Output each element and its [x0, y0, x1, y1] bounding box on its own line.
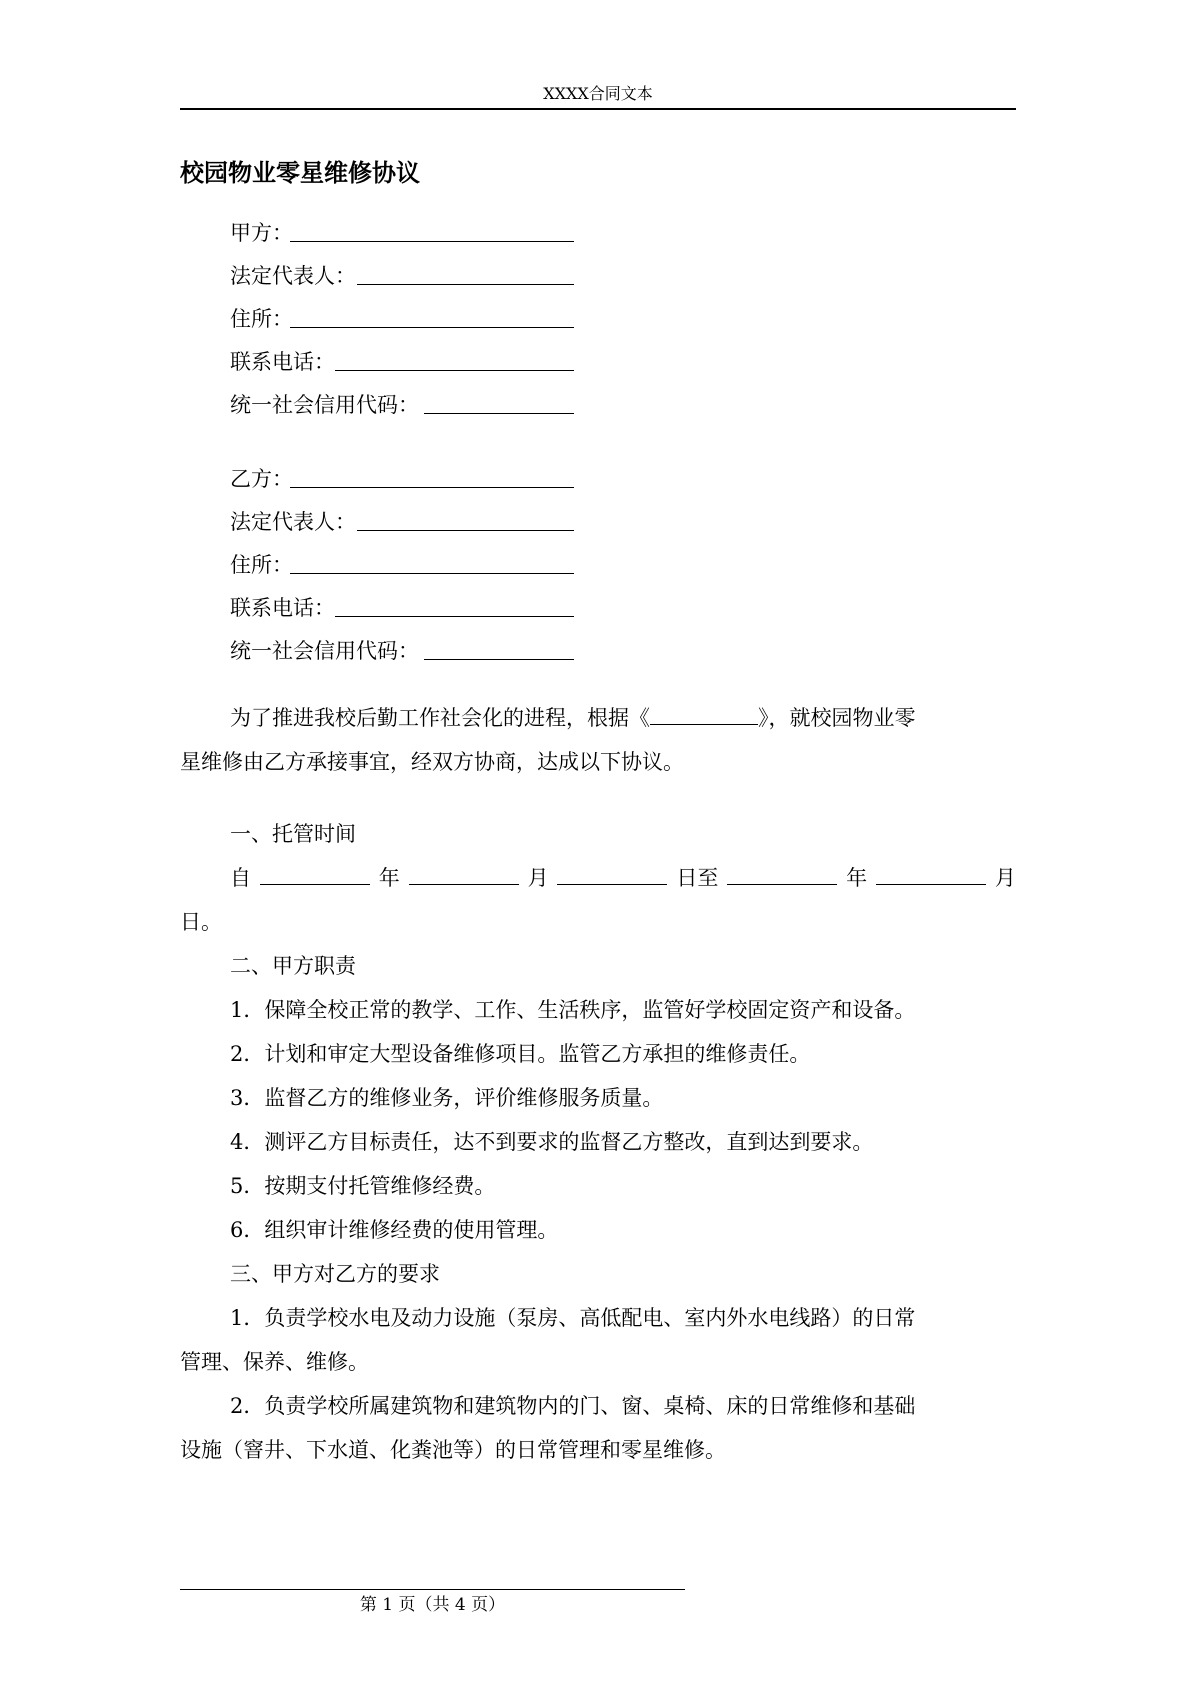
- section-2-item: 3．监督乙方的维修业务，评价维修服务质量。: [230, 1086, 664, 1110]
- party-b-rep-blank[interactable]: [357, 530, 574, 531]
- party-b-address-label: 住所：: [230, 553, 293, 577]
- section-2-item: 1．保障全校正常的教学、工作、生活秩序，监管好学校固定资产和设备。: [230, 998, 916, 1022]
- party-b-credit-label: 统一社会信用代码：: [230, 639, 419, 663]
- section-2-item: 2．计划和审定大型设备维修项目。监管乙方承担的维修责任。: [230, 1042, 811, 1066]
- term-year: 年: [378, 866, 400, 890]
- section-3-heading: 三、甲方对乙方的要求: [230, 1262, 440, 1286]
- party-a-rep-label: 法定代表人：: [230, 264, 356, 288]
- term-month-2: 月: [994, 866, 1016, 890]
- section-3-item-1-line-1: 1．负责学校水电及动力设施（泵房、高低配电、室内外水电线路）的日常: [230, 1306, 916, 1330]
- party-a-rep-blank[interactable]: [357, 284, 574, 285]
- page-header: XXXX合同文本: [543, 84, 653, 103]
- end-month-blank[interactable]: [876, 864, 986, 885]
- section-2-item: 5．按期支付托管维修经费。: [230, 1174, 496, 1198]
- section-2-heading: 二、甲方职责: [230, 954, 356, 978]
- party-a-credit-blank[interactable]: [424, 413, 574, 414]
- intro-line-2: 星维修由乙方承接事宜，经双方协商，达成以下协议。: [180, 750, 684, 774]
- party-b-rep-label: 法定代表人：: [230, 510, 356, 534]
- section-2-item: 6．组织审计维修经费的使用管理。: [230, 1218, 559, 1242]
- section-3-item-2-line-1: 2．负责学校所属建筑物和建筑物内的门、窗、桌椅、床的日常维修和基础: [230, 1394, 916, 1418]
- party-a-address-blank[interactable]: [290, 327, 574, 328]
- party-b-address-blank[interactable]: [290, 573, 574, 574]
- section-1-heading: 一、托管时间: [230, 822, 356, 846]
- party-a-credit-label: 统一社会信用代码：: [230, 393, 419, 417]
- party-a-phone-blank[interactable]: [335, 370, 574, 371]
- term-year-2: 年: [846, 866, 868, 890]
- party-a-name-blank[interactable]: [290, 241, 574, 242]
- party-a-phone-label: 联系电话：: [230, 350, 335, 374]
- footer-rule: [180, 1589, 685, 1590]
- section-3-item-2-line-2: 设施（窨井、下水道、化粪池等）的日常管理和零星维修。: [180, 1438, 726, 1462]
- start-year-blank[interactable]: [260, 864, 370, 885]
- term-from: 自: [230, 866, 251, 890]
- term-line: [230, 864, 1016, 892]
- intro-line-1: [230, 704, 916, 732]
- basis-document-blank[interactable]: [650, 704, 758, 725]
- section-2-item: 4．测评乙方目标责任，达不到要求的监督乙方整改，直到达到要求。: [230, 1130, 874, 1154]
- header-rule: [180, 108, 1016, 110]
- intro-text-b: 》，就校园物业零: [758, 706, 916, 730]
- document-title: 校园物业零星维修协议: [180, 158, 420, 187]
- party-b-phone-label: 联系电话：: [230, 596, 335, 620]
- page-number: 第 1 页（共 4 页）: [359, 1595, 506, 1615]
- term-day-end: 日。: [180, 910, 222, 934]
- party-b-name-label: 乙方：: [230, 467, 293, 491]
- start-month-blank[interactable]: [409, 864, 519, 885]
- section-3-item-1-line-2: 管理、保养、维修。: [180, 1350, 369, 1374]
- start-day-blank[interactable]: [557, 864, 667, 885]
- party-a-address-label: 住所：: [230, 307, 293, 331]
- party-b-phone-blank[interactable]: [335, 616, 574, 617]
- term-day-to: 日至: [676, 866, 719, 890]
- end-year-blank[interactable]: [727, 864, 837, 885]
- term-month: 月: [527, 866, 549, 890]
- party-b-credit-blank[interactable]: [424, 659, 574, 660]
- party-a-name-label: 甲方：: [230, 221, 293, 245]
- intro-text-a: 为了推进我校后勤工作社会化的进程，根据《: [230, 706, 650, 730]
- party-b-name-blank[interactable]: [290, 487, 574, 488]
